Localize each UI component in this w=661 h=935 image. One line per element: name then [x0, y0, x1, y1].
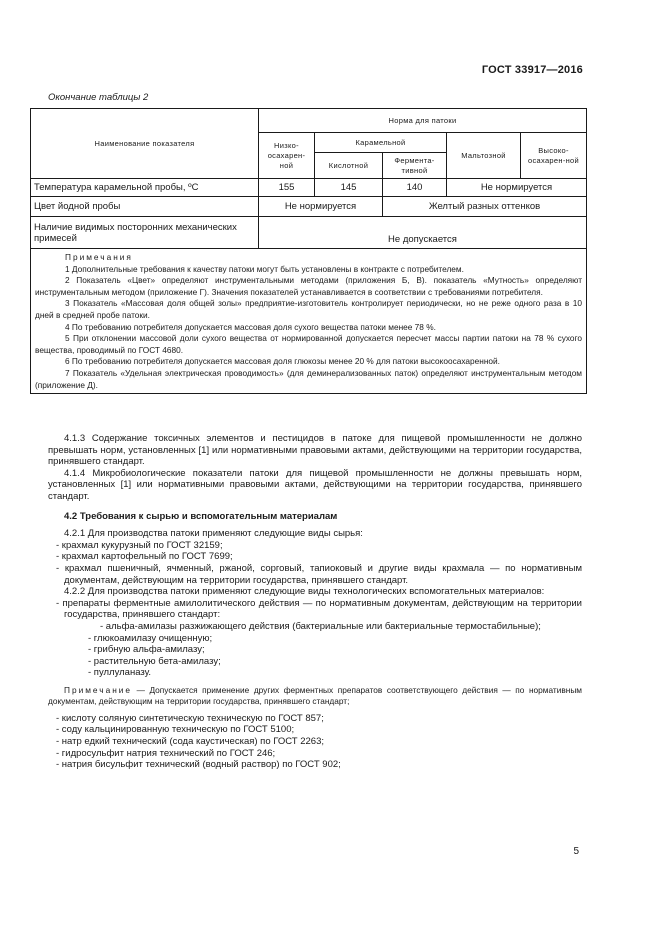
list-item: - натр едкий технический (сода каустическая) по ГОСТ 2263;	[56, 736, 324, 748]
spec-table	[30, 108, 587, 394]
table-row	[31, 179, 587, 197]
col-header-name: Наименование показателя	[31, 109, 259, 179]
paragraph-4-2-2: 4.2.2 Для производства патоки применяют следующие виды технологических вспомогательных материалов:	[64, 586, 545, 598]
table-row	[31, 217, 587, 249]
cell-value: Не нормируется	[259, 197, 383, 217]
col-header-acid: Кислотной	[315, 153, 383, 179]
note-item: 5 При отклонении массовой доли сухого вещества от нормированной допускается пересчет массы партии патоки на 78 % сухого вещества, проводимый по ГОСТ 4680.	[35, 333, 583, 355]
row-name: Цвет йодной пробы	[31, 197, 259, 217]
note-item: 7 Показатель «Удельная электрическая проводимость» (для деминерализованных паток) определяют инструментальным методом (приложение Д).	[35, 367, 583, 390]
cell-value: 140	[383, 179, 447, 197]
list-item: - крахмал картофельный по ГОСТ 7699;	[56, 551, 233, 563]
paragraph-4-1-3: 4.1.3 Содержание токсичных элементов и пестицидов в патоке для пищевой промышленности не должно превышать норм, установленных [1] или нормативными правовыми актами, действующими на территории государства, принявшего стандарт.	[48, 433, 582, 468]
row-name: Температура карамельной пробы, ºС	[31, 179, 259, 197]
list-item: - растительную бета-амилазу;	[88, 655, 221, 667]
paragraph-4-1-4: 4.1.4 Микробиологические показатели патоки для пищевой промышленности не должны превышать норм, установленных [1] или нормативными правовыми актами, действующими на территории государства, принявшего стандарт.	[48, 467, 582, 502]
cell-value: 155	[259, 179, 315, 197]
cell-value: 145	[315, 179, 383, 197]
row-name: Наличие видимых посторонних механических примесей	[31, 217, 259, 249]
note-item: 6 По требованию потребителя допускается массовая доля глюкозы менее 20 % для патоки высокоосахаренной.	[65, 356, 500, 367]
list-item: - гидросульфит натрия технический по ГОСТ 246;	[56, 747, 276, 759]
col-header-norm: Норма для патоки	[259, 109, 587, 133]
list-item: - крахмал пшеничный, ячменный, ржаной, сорговый, тапиоковый и другие виды крахмала — по нормативным документам, действующим на территории государства, принявшего стандарт.	[56, 562, 582, 586]
table-caption: Окончание таблицы 2	[48, 92, 149, 103]
list-item: - грибную альфа-амилазу;	[88, 644, 205, 656]
list-item: - препараты ферментные амилолитического действия — по нормативным документам, действующим на территории государства, принявшего стандарт:	[56, 597, 582, 621]
cell-value: Не нормируется	[447, 179, 587, 197]
col-header-caramel: Карамельной	[315, 133, 447, 153]
col-header-low: Низко-осахарен-ной	[259, 133, 315, 179]
paragraph-4-2-1: 4.2.1 Для производства патоки применяют следующие виды сырья:	[64, 528, 363, 540]
list-item: - кислоту соляную синтетическую техническую по ГОСТ 857;	[56, 712, 324, 724]
standard-number: ГОСТ 33917—2016	[481, 64, 583, 76]
note-paragraph	[48, 685, 582, 707]
page-number: 5	[573, 846, 579, 857]
body-text	[48, 433, 582, 771]
list-item: - глюкоамилазу очищенную;	[88, 632, 213, 644]
cell-value: Желтый разных оттенков	[383, 197, 587, 217]
note-item: 2 Показатель «Цвет» определяют инструментальными методами (приложения Б, В). показатель «Мутность» определяют инструментальным методом (приложение Г). Значения показателей устанавливается в соответствии с требованиями потребителя.	[35, 275, 583, 297]
note-item: 1 Дополнительные требования к качеству патоки могут быть установлены в контракте с потребителем.	[65, 263, 464, 274]
col-header-enzyme: Фермента-тивной	[383, 153, 447, 179]
note-text: — Допускается применение других ферментных препаратов соответствующего действия — по нормативным документам, действующим на территории государства, принявшего стандарт;	[48, 684, 582, 706]
notes-title: Примечания	[65, 252, 133, 262]
col-header-high: Высоко-осахарен-ной	[521, 133, 587, 179]
note-label: Примечание	[64, 684, 133, 695]
list-item: - крахмал кукурузный по ГОСТ 32159;	[56, 539, 223, 551]
cell-value: Не допускается	[259, 217, 587, 249]
list-item: - соду кальцинированную техническую по ГОСТ 5100;	[56, 724, 295, 736]
list-item: - пуллуланазу.	[88, 667, 152, 679]
section-heading-4-2: 4.2 Требования к сырью и вспомогательным материалам	[64, 510, 338, 522]
table-notes	[31, 249, 587, 394]
table-row	[31, 197, 587, 217]
note-item: 4 По требованию потребителя допускается массовая доля сухого вещества патоки менее 78 %.	[65, 321, 436, 332]
list-item: - натрия бисульфит технический (водный раствор) по ГОСТ 902;	[56, 759, 341, 771]
list-item: - альфа-амилазы разжижающего действия (бактериальные или бактериальные термостабильные);	[100, 620, 541, 632]
col-header-maltose: Мальтозной	[447, 133, 521, 179]
note-item: 3 Показатель «Массовая доля общей золы» предприятие-изготовитель контролирует периодически, но не реже одного раза в 10 дней в средней пробе патоки.	[35, 298, 583, 320]
